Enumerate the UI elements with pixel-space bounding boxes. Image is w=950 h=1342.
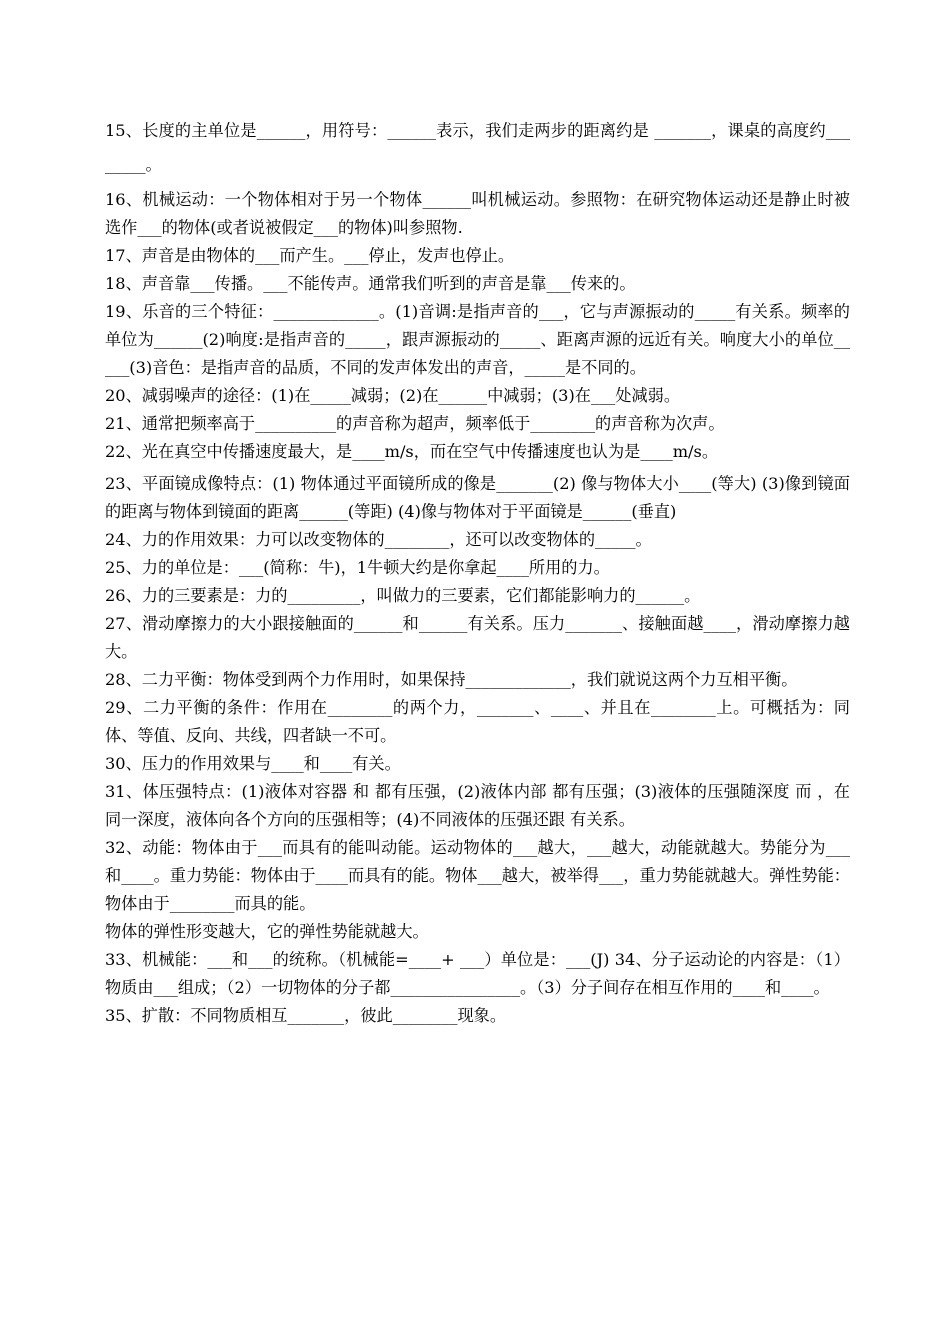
question-27: 27、滑动摩擦力的大小跟接触面的______和______有关系。压力_______、接触面越____，滑动摩擦力越大。 xyxy=(105,614,850,661)
question-28: 28、二力平衡：物体受到两个力作用时，如果保持_____________，我们就说这两个力互相平衡。 xyxy=(105,670,798,689)
question-25: 25、力的单位是：___(简称：牛)，1牛顿大约是你拿起____所用的力。 xyxy=(105,558,610,577)
question-23: 23、平面镜成像特点：(1) 物体通过平面镜所成的像是_______(2) 像与物体大小____(等大) (3)像到镜面的距离与物体到镜面的距离______(等距) (4)像与物体对于平面镜是______(垂直) xyxy=(105,474,850,521)
question-15: 15、长度的主单位是______，用符号：______表示，我们走两步的距离约是 _______，课桌的高度约________。 xyxy=(105,121,850,174)
question-35: 35、扩散：不同物质相互_______，彼此________现象。 xyxy=(105,1006,507,1025)
question-18: 18、声音靠___传播。___不能传声。通常我们听到的声音是靠___传来的。 xyxy=(105,274,636,293)
question-33-34: 33、机械能：___和___的统称。（机械能=____+ ___）单位是：___(J) 34、分子运动论的内容是：（1）物质由___组成；（2）一切物体的分子都________________。（3）分子间存在相互作用的____和____。 xyxy=(105,950,850,997)
question-19: 19、乐音的三个特征：_____________。(1)音调:是指声音的___，它与声源振动的_____有关系。频率的单位为______(2)响度:是指声音的_____，跟声源振动的_____、距离声源的远近有关。响度大小的单位_____(3)音色：是指声音的品质，不同的发声体发出的声音，_____是不同的。 xyxy=(105,302,850,377)
question-22: 22、光在真空中传播速度最大，是____m/s，而在空气中传播速度也认为是____m/s。 xyxy=(105,442,719,461)
question-32-note: 物体的弹性形变越大，它的弹性势能就越大。 xyxy=(105,922,429,941)
question-24: 24、力的作用效果：力可以改变物体的________，还可以改变物体的_____。 xyxy=(105,530,652,549)
question-31: 31、体压强特点：(1)液体对容器 和 都有压强，(2)液体内部 都有压强；(3)液体的压强随深度 而 ，在同一深度，液体向各个方向的压强相等；(4)不同液体的压强还跟 有关系。 xyxy=(105,782,850,829)
question-16: 16、机械运动：一个物体相对于另一个物体______叫机械运动。参照物：在研究物体运动还是静止时被选作___的物体(或者说被假定___的物体)叫参照物. xyxy=(105,190,850,237)
question-20: 20、减弱噪声的途径：(1)在_____减弱；(2)在______中减弱；(3)在___处减弱。 xyxy=(105,386,681,405)
question-32: 32、动能：物体由于___而具有的能叫动能。运动物体的___越大，___越大，动能就越大。势能分为___和____。重力势能：物体由于____而具有的能。物体___越大，被举得___，重力势能就越大。弹性势能：物体由于________而具的能。 xyxy=(105,838,850,913)
question-17: 17、声音是由物体的___而产生。___停止，发声也停止。 xyxy=(105,246,515,265)
question-30: 30、压力的作用效果与____和____有关。 xyxy=(105,754,401,773)
document-page xyxy=(105,114,850,1030)
question-21: 21、通常把频率高于__________的声音称为超声，频率低于________的声音称为次声。 xyxy=(105,414,725,433)
question-29: 29、二力平衡的条件：作用在________的两个力，_______、____、并且在________上。可概括为：同体、等值、反向、共线，四者缺一不可。 xyxy=(105,698,850,745)
question-26: 26、力的三要素是：力的_________，叫做力的三要素，它们都能影响力的______。 xyxy=(105,586,701,605)
